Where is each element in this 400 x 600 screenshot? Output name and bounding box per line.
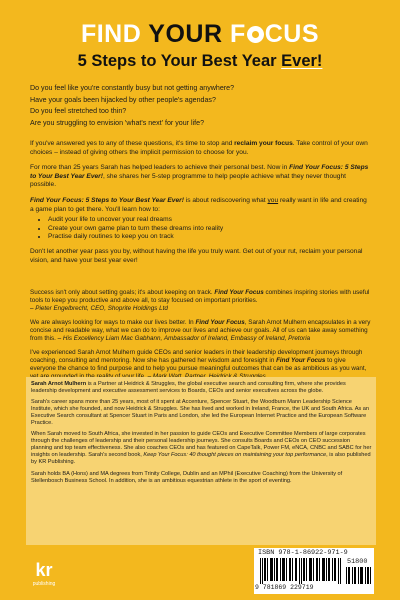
endorsement-attribution: – His Excellency Liam Mac Gabhann, Ambassador of Ireland, Embassy of Ireland, Pretoria [57, 335, 311, 342]
question: Do you feel stretched too thin? [30, 107, 127, 115]
list-item: • Practise daily routines to keep you on track [48, 233, 372, 242]
intro-paragraph [30, 197, 372, 214]
text-run: When Sarah moved to South Africa, she invested in her passion to guide CEOs and Executive Committee Members of large corporates through the challenges of leadership and their personal leadership journeys. She consults Boards and CEOs on CEO succession planning and top team effectiveness. She also coaches CEOs and has featured on CapeTalk, Power FM, eNCA, CNBC and SABC for her insights on leadership. Sarah's second book, [31, 431, 372, 459]
intro-paragraph [30, 164, 372, 190]
book-subtitle [0, 52, 400, 71]
book-title-ref: Keep Your Focus: 40 thought pieces on maintaining your top performance [143, 452, 327, 459]
book-title-ref: Find Your Focus [276, 357, 326, 364]
isbn-barcode [254, 548, 374, 594]
text-run: , Sarah Arnot Mulhern encapsulates in a very concise and readable way, what we can do to improve our lives and achieve our goals. All of us can take away something from this. [30, 319, 371, 342]
text-run: , is also published by KR Publishing. [31, 452, 371, 466]
intro-paragraph: Don't let another year pass you by, without having the life you truly want. Get out of your rut, reclaim your personal vision, and have your best year ever! [30, 247, 363, 264]
text-run-underline: you [267, 196, 279, 204]
text-run: If you've answered yes to any of these questions, it's time to stop and [30, 140, 235, 147]
question: Do you feel like you're constantly busy but not getting anywhere? [30, 84, 235, 92]
bio-paragraph [31, 381, 372, 395]
subtitle-ever: Ever! [281, 52, 323, 70]
publisher-name: publishing [32, 581, 56, 587]
author-bio-box [26, 377, 376, 545]
publisher-mark: kr [35, 560, 53, 580]
endorsement [30, 289, 372, 313]
barcode-bars-icon [260, 558, 342, 584]
text-run: is about rediscovering what [183, 196, 268, 204]
title-word-cus: CUS [264, 20, 320, 48]
endorsement [30, 319, 372, 343]
text-run: We are always looking for ways to make our lives better. In [30, 319, 196, 326]
text-run: For more than 25 years Sarah has helped leaders to achieve their personal best. Now in [30, 164, 290, 172]
intro-copy [30, 140, 372, 265]
book-title [0, 20, 400, 49]
endorsements [30, 289, 372, 381]
title-word-f: F [229, 20, 246, 48]
book-title-ref: Find Your Focus [214, 289, 264, 296]
question-list [30, 83, 372, 129]
addon-barcode-icon [346, 567, 372, 584]
text-run: Success isn't only about setting goals; it's about keeping on track. [30, 289, 215, 296]
bio-paragraph [31, 431, 372, 466]
endorsement-attribution: – Pieter Engelbrecht, CEO, Shoprite Holdings Ltd [30, 305, 168, 312]
question: Have your goals been hijacked by other people's agendas? [30, 95, 216, 104]
list-item: • Create your own game plan to turn these dreams into reality [48, 225, 372, 234]
title-word-find: FIND [80, 20, 142, 48]
bio-paragraph: Sarah holds BA (Hons) and MA degrees from Trinity College, Dublin and an MPhil (Executive Coaching) from the University of Stellenbosch Business School. In addition, she is an ambitious equestrian athlete in the sport of eventing. [31, 470, 343, 484]
bullet-list [30, 216, 372, 242]
text-run: I've experienced Sarah Arnot Mulhern guide CEOs and senior leaders in their leadership development journeys through coaching, consulting and mentoring. Now she has gathered her wisdom and foresight in [30, 349, 363, 364]
author-bio [31, 381, 372, 489]
price-addon-text: 51800 [347, 558, 368, 566]
isbn-text: ISBN 978-1-86922-971-9 [258, 549, 348, 557]
author-name: Sarah Arnot Mulhern [31, 381, 87, 387]
text-run: is a Partner at Heidrick & Struggles, the global executive search and consulting firm, where she provides leadership development and executive assessment services to Boards, CEOs and senior executives across the globe. [31, 381, 346, 394]
text-run: really want in life and creating a game plan to get there. You'll learn how to: [30, 196, 367, 213]
publisher-logo [29, 561, 59, 591]
camera-lens-icon [247, 26, 264, 43]
list-item: • Audit your life to uncover your real dreams [48, 216, 372, 225]
question: Are you struggling to envision 'what's next' for your life? [30, 118, 205, 127]
text-run: . Take control of your own choices – instead of giving others the implicit permission to choose for you. [30, 140, 368, 156]
text-run: combines inspiring stories with useful tools to keep you productive and above all, to stay focused on important priorities. [30, 289, 370, 304]
subtitle-main: 5 Steps to Your Best Year [77, 52, 277, 70]
ean-digits: 9 781869 229719 [255, 584, 314, 591]
bio-paragraph: Sarah's career spans more than 25 years, most of it spent at Accenture, Spencer Stuart, the Woodburn Mann Leadership Science Institute, which she founded, and now Heidrick & Struggles. She has lived and worked in Ireland, France, the UK and South Africa. As an Executive Search consultant at Spencer Stuart in Paris and London, she led the European Internet Practice and the European Software Practice. [31, 399, 369, 427]
text-run: to give everyone the chance to find purpose and to help you pursue meaningful outcomes that can be as ambitious as you want, [30, 357, 367, 372]
intro-paragraph [30, 140, 372, 157]
book-title-ref: Find Your Focus [195, 319, 245, 326]
title-word-your: YOUR [148, 20, 223, 48]
book-title-ref: Find Your Focus: 5 Steps to Your Best Year Ever! [30, 196, 184, 204]
text-run-bold: reclaim your focus [234, 140, 293, 147]
book-title-ref: Find Your Focus: 5 Steps to Your Best Year Ever! [30, 164, 369, 180]
text-run: , she shares her 5-step programme to help people achieve what they never thought possible. [30, 172, 346, 189]
